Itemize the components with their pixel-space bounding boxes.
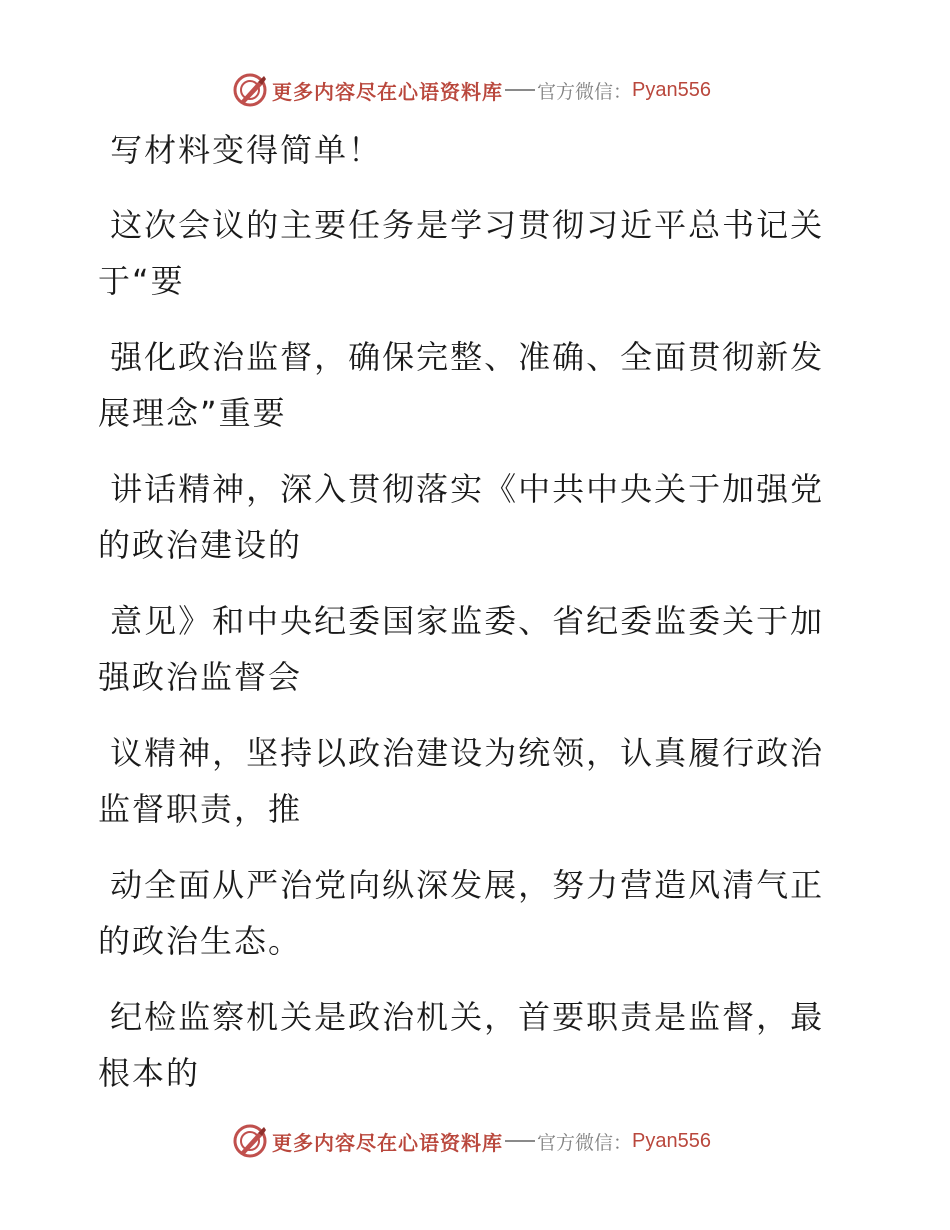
pen-logo-icon (232, 1123, 268, 1159)
banner-divider (505, 1140, 535, 1142)
banner-wechat-label: 官方微信： (537, 80, 633, 103)
paragraph: 讲话精神，深入贯彻落实《中共中央关于加强党的政治建设的 (98, 470, 825, 564)
paragraph: 意见》和中央纪委国家监委、省纪委监委关于加强政治监督会 (98, 602, 825, 696)
paragraph: 动全面从严治党向纵深发展，努力营造风清气正的政治生态。 (98, 866, 825, 960)
banner-divider (505, 89, 535, 91)
banner-brand-text: 更多内容尽在心语资料库 (272, 1130, 503, 1155)
banner-account-id: Pyan556 (632, 78, 711, 101)
header-banner (232, 70, 712, 110)
banner-account-id: Pyan556 (632, 1129, 711, 1152)
paragraph: 议精神，坚持以政治建设为统领，认真履行政治监督职责，推 (98, 734, 825, 828)
paragraph: 纪检监察机关是政治机关，首要职责是监督，最根本的 (98, 998, 825, 1092)
pen-logo-icon (232, 72, 268, 108)
document-body (98, 122, 838, 1121)
paragraph: 写材料变得简单！ (98, 131, 383, 169)
paragraph: 强化政治监督，确保完整、准确、全面贯彻新发展理念”重要 (98, 338, 825, 432)
banner-wechat-label: 官方微信： (537, 1131, 633, 1154)
paragraph: 这次会议的主要任务是学习贯彻习近平总书记关于“要 (98, 206, 825, 300)
banner-brand-text: 更多内容尽在心语资料库 (272, 79, 503, 104)
footer-banner (232, 1121, 712, 1161)
